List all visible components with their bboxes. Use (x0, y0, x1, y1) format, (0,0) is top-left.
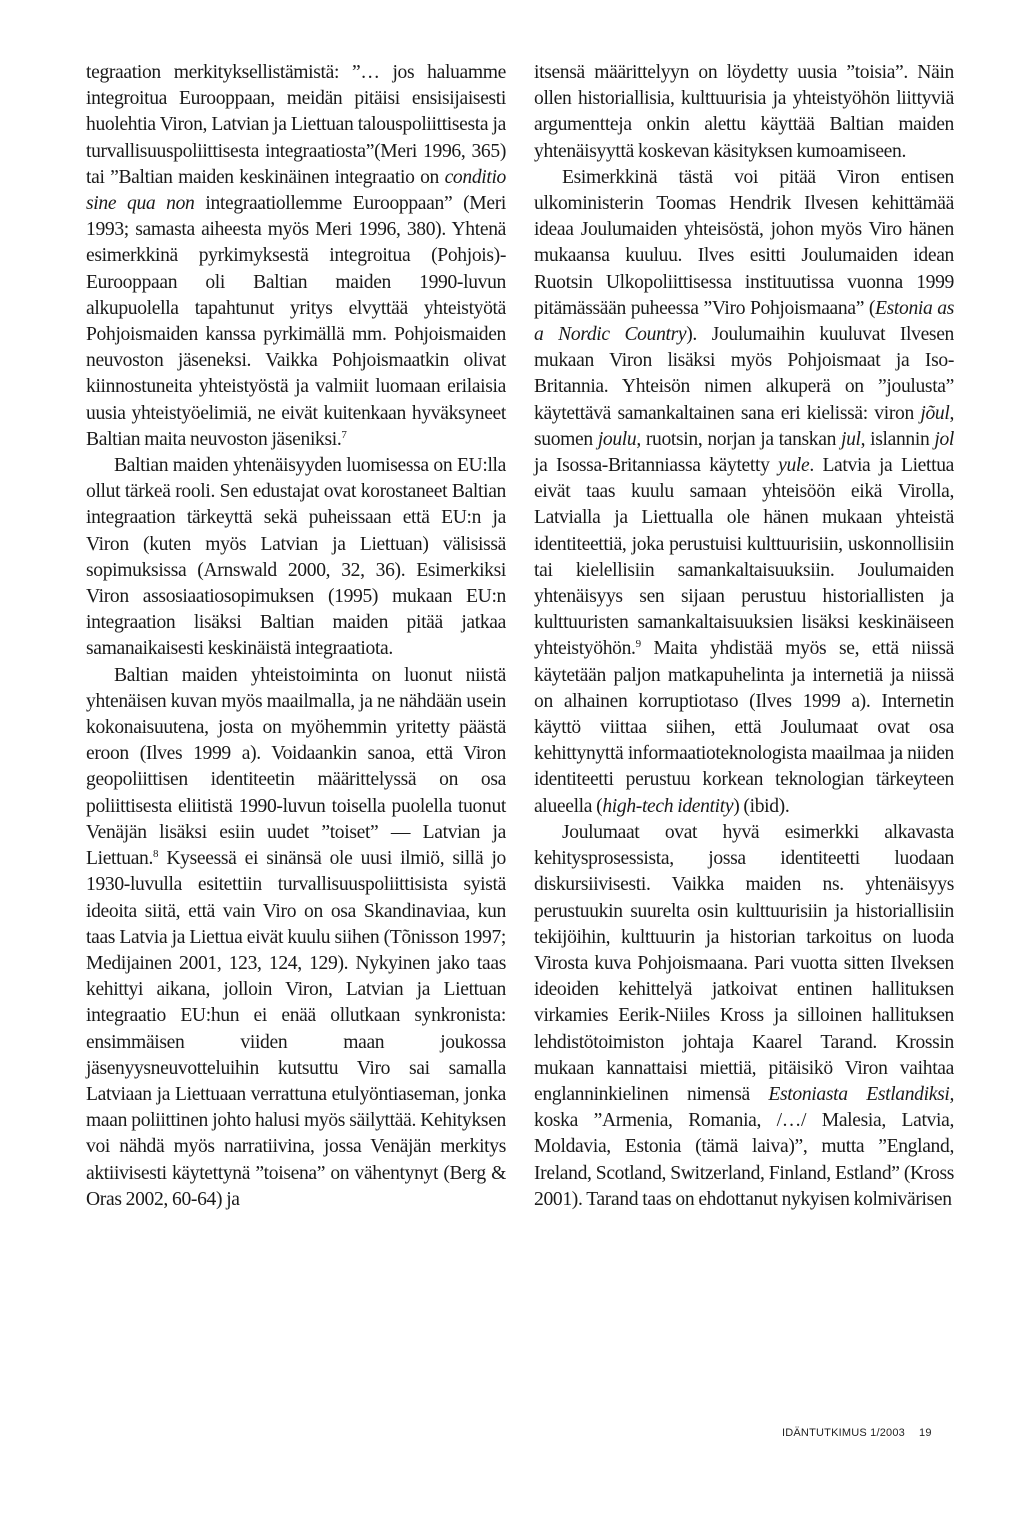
italic-term: jol (934, 428, 955, 450)
paragraph (86, 60, 506, 453)
page-number: 19 (919, 1427, 932, 1439)
text-run: . Latvia ja Liettua eivät taas kuulu samaan yhteisöön eikä Virolla, Latvialla ja Liettualla ole hänen mukaan yhteistä identiteettiä, joka perustuisi kulttuurisiin, uskonnollisiin tai kielellisiin samankaltaisuuksiin. Joulumaiden yhtenäisyys sen sijaan perustuu historiallisten ja kulttuuristen samankaltaisuuksien lisäksi keskinäiseen yhteistyöhön. (534, 455, 955, 660)
text-run: ) (ibid). (733, 795, 790, 817)
paragraph (86, 453, 506, 663)
italic-term: high-tech identity (602, 795, 734, 817)
text-run: Baltian maiden yhteistoiminta on luonut niistä yhtenäisen kuvan myös maailmalla, ja ne nähdään usein kokonaisuutena, josta on myöhemmin yritetty päästä eroon (Ilves 1999 a). Voidaankin sanoa, että Viron geopoliittisen identiteetin määrittelyssä on osa poliittisesta eliitistä 1990-luvun toisella puolella tuonut Venäjän lisäksi esiin uudet ”toiset” — Latvian ja Liettuan. (86, 664, 506, 870)
text-run: koska ”Armenia, Romania, /…/ Malesia, Latvia, Moldavia, Estonia (tämä laiva)”, mutta ”England, Ireland, Scotland, Switzerland, Finland, Estland” (Kross 2001). Tarand taas on ehdottanut nykyisen kolmivärisen (534, 1110, 954, 1210)
text-run: , ruotsin, norjan ja tanskan (636, 428, 842, 450)
italic-term: joulu (597, 428, 637, 450)
text-run: itsensä määrittelyyn on löydetty uusia ”toisia”. Näin ollen historiallisia, kulttuurisia ja yhteistyöhön liittyviä argumentteja onkin alettu käyttää Baltian maiden yhtenäisyyttä koskevan käsityksen kumoamiseen. (534, 62, 954, 162)
page-footer (782, 1427, 932, 1439)
right-text-column (534, 60, 954, 1213)
italic-term: Estoniasta Estlandiksi, (768, 1083, 954, 1105)
journal-name: IDÄNTUTKIMUS 1/2003 (782, 1427, 906, 1439)
text-run: ja Isossa-Britanniassa käytetty (534, 455, 779, 477)
italic-term: jul (841, 428, 861, 450)
italic-term: conditio sine qua non (86, 166, 506, 215)
text-run: ). Joulumaihin kuuluvat Ilvesen mukaan Viron lisäksi myös Pohjoismaat ja Iso-Britannia. Yhteisön nimen alkuperä on ”joulusta” käytettävä samankaltainen sana eri kielissä: viron (534, 324, 954, 424)
paragraph (534, 820, 954, 1213)
paragraph (534, 165, 954, 820)
text-run: Esimerkkinä tästä voi pitää Viron entisen ulkoministerin Toomas Hendrik Ilvesen kehittämää ideaa Joulumaiden yhteisöstä, johon myös Viro hänen mukaansa kuuluu. Ilves esitti Joulumaiden idean Ruotsin Ulkopoliittisessa instituutissa vuonna 1999 pitämässään puheessa ”Viro Pohjoismaana” ( (534, 166, 954, 319)
text-run: integraatiollemme Eurooppaan” (Meri 1993; samasta aiheesta myös Meri 1996, 380). Yhtenä esimerkkinä pyrkimyksestä integroitua (Pohjois)-Eurooppaan oli Baltian maiden 1990-luvun alkupuolella tapahtunut yritys elvyttää yhteistyötä Pohjoismaiden kanssa pyrkimällä mm. Pohjoismaiden neuvoston jäseneksi. Vaikka Pohjoismaatkin olivat kiinnostuneita yhteistyöstä ja valmiit luomaan erilaisia uusia yhteistyöelimiä, ne eivät kuitenkaan hyväksyneet Baltian maita neuvoston jäseniksi. (86, 193, 506, 450)
text-run: tegraation merkityksellistämistä: ”… jos haluamme integroitua Eurooppaan, meidän pitäisi ensisijaisesti huolehtia Viron, Latvian ja Liettuan talouspoliittisesta ja turvallisuuspoliittisesta integraatiosta”(Meri 1996, 365) tai ”Baltian maiden keskinäinen integraatio on (86, 62, 506, 188)
italic-term: Estonia as a Nordic Country (534, 297, 954, 346)
italic-term: yule (778, 455, 810, 477)
text-run: Baltian maiden yhtenäisyyden luomisessa on EU:lla ollut tärkeä rooli. Sen edustajat ovat korostaneet Baltian integraation tärkeyttä sekä puheissaan että EU:n ja Viron (kuten myös Latvian ja Liettuan) välisissä sopimuksissa (Arnswald 2000, 32, 36). Esimerkiksi Viron assosiaatiosopimuksen (1995) mukaan EU:n integraation lisäksi Baltian maiden pitää jatkaa samanaikaisesti keskinäistä integraatiota. (86, 455, 506, 660)
paragraph (86, 663, 506, 1213)
text-run: Maita yhdistää myös se, että niissä käytetään paljon matkapuhelinta ja internetiä ja niissä on alhainen korruptiotaso (Ilves 1999 a). Internetin käyttö viittaa siihen, että Joulumaat ovat osa kehittynyttä informaatioteknologista maailmaa ja niiden identiteetti perustuu korkean teknologian tärkeyteen alueella ( (534, 638, 954, 817)
footnote-marker: 8 (153, 848, 159, 861)
text-run: , suomen (534, 402, 954, 450)
footnote-marker: 7 (341, 428, 347, 441)
text-run: Joulumaat ovat hyvä esimerkki alkavasta kehitysprosessista, jossa identiteetti luodaan diskursiivisesti. Vaikka maiden ns. yhtenäisyys perustuukin suurelta osin kulttuurisiin ja historiallisiin tekijöihin, kulttuurin ja historian tarkoitus on luoda Virosta kuva Pohjoismaana. Pari vuotta sitten Ilveksen ideoiden kehittelyä jatkoivat entinen hallituksen virkamies Eerik-Niiles Kross ja silloinen hallituksen lehdistötoimiston johtaja Kaarel Tarand. Krossin mukaan kannattaisi miettiä, pitäisikö Viron vaihtaa englanninkielinen nimensä (534, 821, 954, 1105)
paragraph (534, 60, 954, 165)
text-run: , islannin (860, 428, 935, 450)
italic-term: jõul (920, 402, 950, 424)
left-text-column (86, 60, 506, 1213)
footnote-marker: 9 (635, 638, 641, 651)
text-run: Kyseessä ei sinänsä ole uusi ilmiö, sillä jo 1930-luvulla esitettiin turvallisuuspoliittisista syistä ideoita siitä, että vain Viro on osa Skandinaviaa, kun taas Latvia ja Liettua eivät kuulu siihen (Tõnisson 1997; Medijainen 2001, 123, 124, 129). Nykyinen jako taas kehittyi aikana, jolloin Viron, Latvian ja Liettuan integraatio EU:hun ei enää ollutkaan synkronista: ensimmäisen viiden maan joukossa jäsenyysneuvotteluihin kutsuttu Viro sai samalla Latviaan ja Liettuaan verrattuna etulyöntiaseman, jonka maan poliittinen johto halusi myös säilyttää. Kehityksen voi nähdä myös narratiivina, jossa Venäjän merkitys aktiivisesti käytettynä ”toisena” on vähentynyt (Berg & Oras 2002, 60-64) ja (86, 848, 506, 1210)
